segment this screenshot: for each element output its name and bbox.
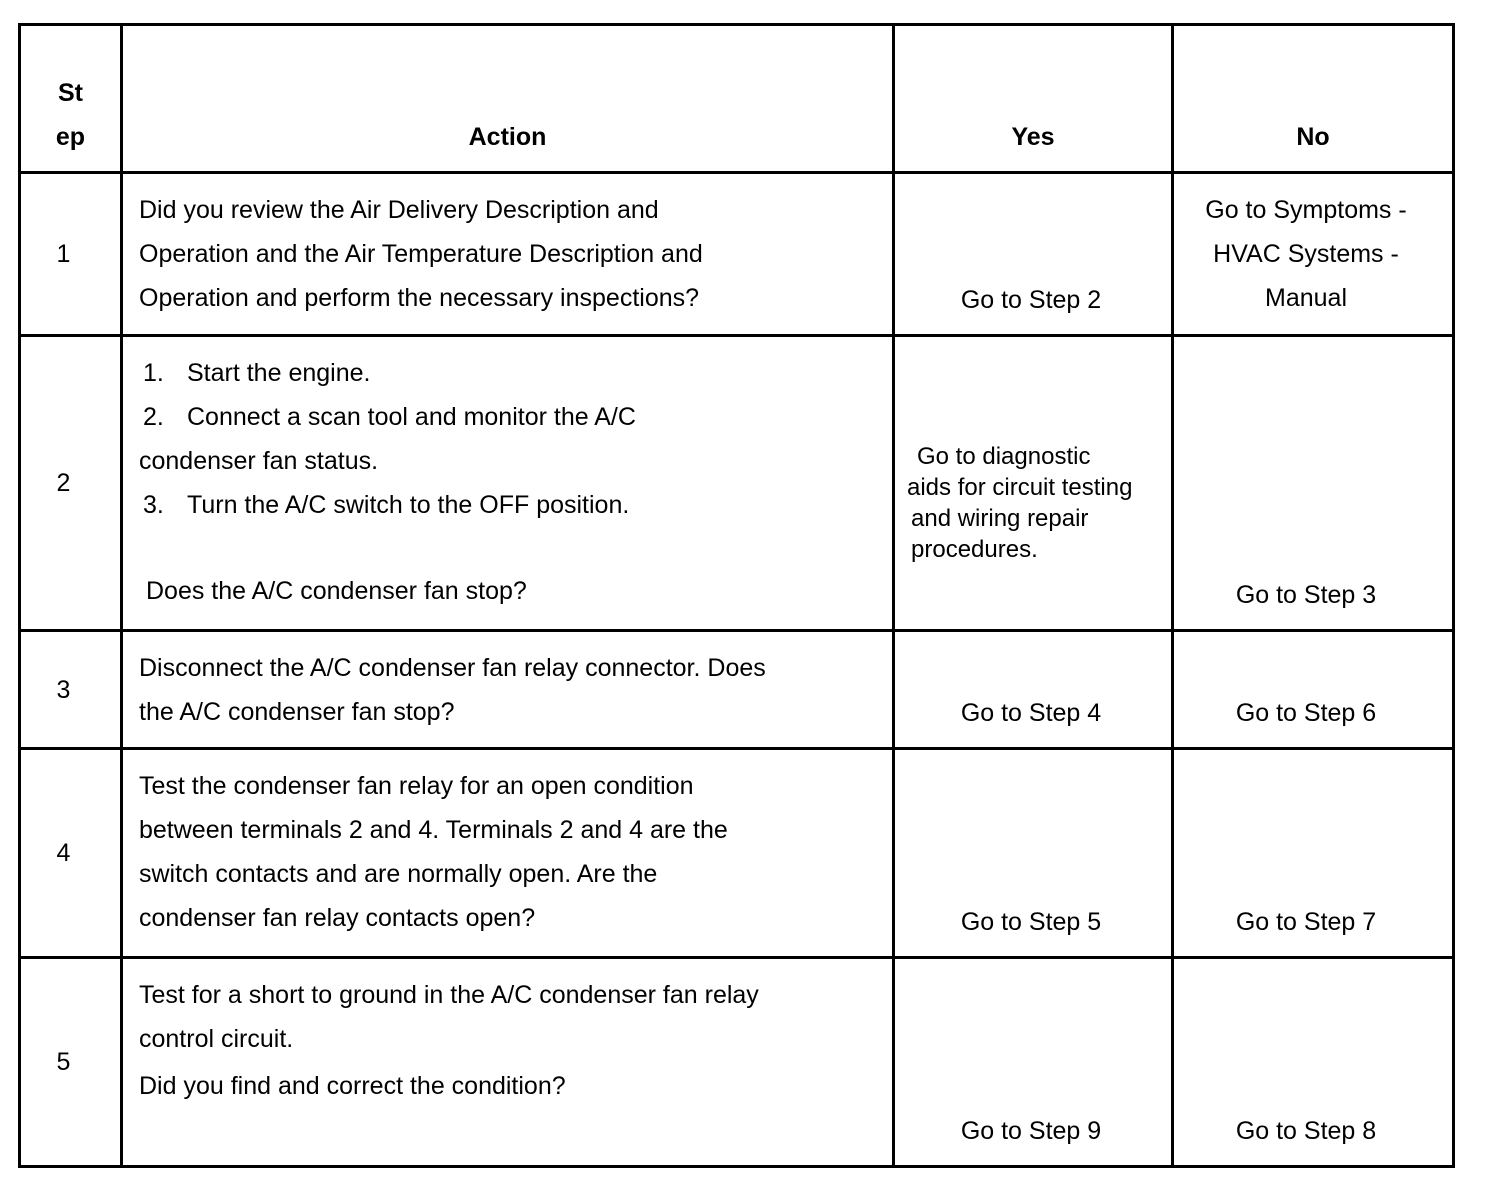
action-list-item [139,395,872,439]
header-action: Action [122,25,894,173]
table-row [20,336,1454,631]
action-cell [122,173,894,336]
no-line: Manual [1265,284,1347,312]
list-item-text: Start the engine. [187,359,371,387]
diagnostic-aids-note [907,441,1132,565]
header-step-line1: St [58,79,83,107]
no-cell: Go to Step 6 [1173,631,1454,749]
yes-cell [894,336,1173,631]
header-yes: Yes [894,25,1173,173]
action-line: Disconnect the A/C condenser fan relay connector. Does [139,654,766,682]
action-line: switch contacts and are normally open. Are the [139,860,658,888]
step-number: 2 [20,336,122,631]
action-line: Operation and the Air Temperature Description and [139,240,703,268]
diagnostic-table-sheet [18,23,1452,1165]
no-line: HVAC Systems - [1213,240,1399,268]
yes-cell: Go to Step 2 [894,173,1173,336]
table-header-row [20,25,1454,173]
yes-line: aids for circuit testing [907,474,1133,501]
list-item-text: Turn the A/C switch to the OFF position. [187,491,630,519]
yes-line: procedures. [911,536,1038,563]
step-number: 1 [20,173,122,336]
action-line: Operation and perform the necessary inspections? [139,284,700,312]
action-list-item [139,351,872,395]
no-cell: Go to Step 8 [1173,958,1454,1167]
list-item-number: 2. [143,403,164,431]
no-line: Go to Symptoms - [1205,196,1407,224]
header-step-line2: ep [55,123,86,151]
no-cell [1173,173,1454,336]
list-item-number: 3. [143,491,164,519]
list-item-text: Connect a scan tool and monitor the A/C [187,403,636,431]
no-cell: Go to Step 7 [1173,749,1454,958]
action-line: Test the condenser fan relay for an open condition [139,772,694,800]
action-continuation: condenser fan status. [139,447,379,475]
yes-line: and wiring repair [911,505,1089,532]
no-cell: Go to Step 3 [1173,336,1454,631]
action-list-item [139,483,872,527]
step-number: 4 [20,749,122,958]
action-cell [122,631,894,749]
yes-cell: Go to Step 4 [894,631,1173,749]
action-cell [122,749,894,958]
action-line: condenser fan relay contacts open? [139,904,536,932]
table-row [20,958,1454,1167]
action-question: Does the A/C condenser fan stop? [146,577,527,605]
header-step [20,25,122,173]
diagnostic-table [18,23,1455,1168]
spacer [139,527,872,569]
step-number: 5 [20,958,122,1167]
action-line: Did you find and correct the condition? [139,1072,566,1100]
action-line: Did you review the Air Delivery Description and [139,196,659,224]
yes-cell: Go to Step 5 [894,749,1173,958]
yes-line: Go to diagnostic [917,443,1091,470]
table-row [20,173,1454,336]
table-row [20,749,1454,958]
action-cell [122,958,894,1167]
header-no: No [1173,25,1454,173]
action-line: Test for a short to ground in the A/C condenser fan relay [139,981,759,1009]
yes-cell: Go to Step 9 [894,958,1173,1167]
action-line: the A/C condenser fan stop? [139,698,455,726]
table-row [20,631,1454,749]
action-line: control circuit. [139,1025,294,1053]
action-line: between terminals 2 and 4. Terminals 2 and 4 are the [139,816,728,844]
list-item-number: 1. [143,359,164,387]
action-cell [122,336,894,631]
step-number: 3 [20,631,122,749]
